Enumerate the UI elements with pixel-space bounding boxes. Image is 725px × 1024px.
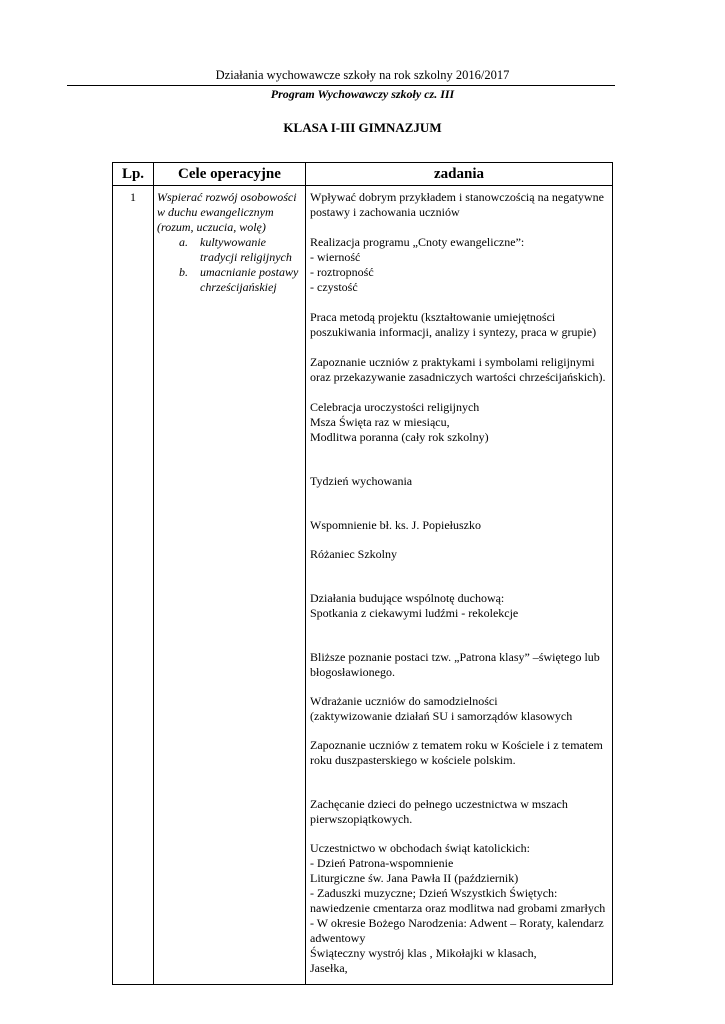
cele-main-text: Wspierać rozwój osobowości w duchu ewangelicznym (rozum, uczucia, wolę) (157, 190, 297, 234)
zadanie-line: Celebracja uroczystości religijnych (310, 400, 480, 414)
section-heading: KLASA I-III GIMNAZJUM (283, 120, 442, 135)
zadanie-line: Wspomnienie bł. ks. J. Popiełuszko (310, 518, 481, 532)
zadanie-block (310, 190, 609, 220)
zadanie-block (310, 841, 609, 976)
zadanie-block (310, 650, 609, 680)
cele-subitem (179, 235, 303, 265)
zadanie-line: Jasełka, (310, 961, 348, 975)
zadanie-line: Msza Święta raz w miesiącu, (310, 415, 450, 429)
zadanie-line: - W okresie Bożego Narodzenia: Adwent – Roraty, kalendarz adwentowy (310, 916, 604, 945)
row-number: 1 (113, 186, 154, 985)
zadanie-line: - czystość (310, 280, 358, 294)
zadanie-line: Działania budujące wspólnotę duchową: (310, 591, 505, 605)
zadanie-line: - Dzień Patrona-wspomnienie (310, 856, 454, 870)
zadanie-line: Zapoznanie uczniów z tematem roku w Kościele i z tematem roku duszpasterskiego w kościele polskim. (310, 738, 603, 767)
zadanie-block (310, 694, 609, 724)
zadania-cell (306, 186, 613, 985)
zadanie-block (310, 355, 609, 385)
column-header-zadania: zadania (306, 163, 613, 186)
cele-subitem (179, 265, 303, 295)
zadanie-line: Zachęcanie dzieci do pełnego uczestnictwa w mszach pierwszopiątkowych. (310, 797, 568, 826)
zadanie-line: Tydzień wychowania (310, 474, 413, 488)
zadanie-block (310, 235, 609, 295)
zadanie-line: Świąteczny wystrój klas , Mikołajki w klasach, (310, 946, 537, 960)
zadanie-block (310, 547, 609, 562)
zadanie-line: - Zaduszki muzyczne; Dzień Wszystkich Świętych: nawiedzenie cmentarza oraz modlitwa nad grobami zmarłych (310, 886, 606, 915)
zadanie-block (310, 738, 609, 768)
zadanie-block (310, 400, 609, 445)
zadanie-line: Spotkania z ciekawymi ludźmi - rekolekcje (310, 606, 519, 620)
zadanie-block (310, 310, 609, 340)
zadanie-block (310, 591, 609, 621)
zadanie-block (310, 518, 609, 533)
zadanie-line: Bliższe poznanie postaci tzw. „Patrona klasy” –świętego lub błogosławionego. (310, 650, 600, 679)
table-row (113, 186, 613, 985)
zadanie-line: Liturgiczne św. Jana Pawła II (październik) (310, 871, 519, 885)
cele-subitem-marker: b. (179, 265, 188, 279)
zadanie-line: Różaniec Szkolny (310, 547, 397, 561)
zadanie-line: Wdrażanie uczniów do samodzielności (310, 694, 498, 708)
zadanie-block (310, 474, 609, 489)
zadanie-line: - roztropność (310, 265, 374, 279)
column-header-lp: Lp. (113, 163, 154, 186)
zadanie-line: Zapoznanie uczniów z praktykami i symbolami religijnymi oraz przekazywanie zasadniczych wartości chrześcijańskich). (310, 355, 606, 384)
zadanie-line: Wpływać dobrym przykładem i stanowczością na negatywne postawy i zachowania uczniów (310, 190, 604, 219)
zadanie-line: Realizacja programu „Cnoty ewangeliczne”: (310, 235, 525, 249)
zadanie-line: Uczestnictwo w obchodach świąt katolickich: (310, 841, 530, 855)
table-header-row (113, 163, 613, 186)
document-header-subtitle: Program Wychowawczy szkoły cz. III (270, 87, 455, 101)
zadanie-line: Praca metodą projektu (kształtowanie umiejętności poszukiwania informacji, analizy i syntezy, praca w grupie) (310, 310, 597, 339)
column-header-cele: Cele operacyjne (154, 163, 306, 186)
zadanie-line: (zaktywizowanie działań SU i samorządów klasowych (310, 709, 573, 723)
program-table (112, 162, 613, 985)
cele-subitem-marker: a. (179, 235, 188, 249)
cele-subitem-text: umacnianie postawy chrześcijańskiej (200, 265, 299, 294)
zadanie-line: Modlitwa poranna (cały rok szkolny) (310, 430, 489, 444)
zadanie-block (310, 797, 609, 827)
cele-subitem-text: kultywowanie tradycji religijnych (200, 235, 292, 264)
zadanie-line: - wierność (310, 250, 361, 264)
cele-cell (154, 186, 306, 985)
header-divider (67, 85, 615, 86)
document-header-title: Działania wychowawcze szkoły na rok szkolny 2016/2017 (215, 68, 510, 82)
